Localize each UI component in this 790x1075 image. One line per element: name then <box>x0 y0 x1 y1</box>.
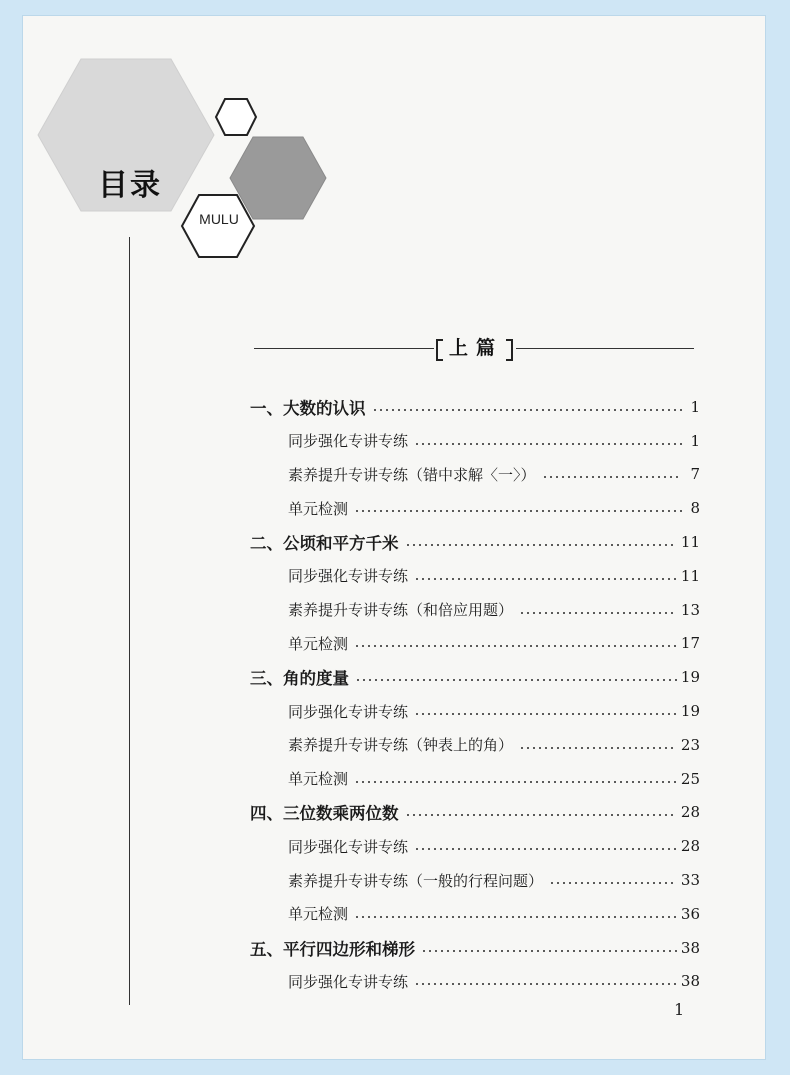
toc-entry-title: 素养提升专讲专练（一般的行程问题） <box>288 871 544 890</box>
toc-page-number: 19 <box>680 702 700 721</box>
toc-entry-row[interactable] <box>250 728 700 762</box>
small-hexagon-outline <box>214 97 258 137</box>
toc-entry-row[interactable] <box>250 965 700 999</box>
vertical-divider <box>129 237 130 1005</box>
toc-chapter-row[interactable] <box>250 660 700 694</box>
toc-entry-title: 单元检测 <box>288 905 349 924</box>
toc-chapter-row[interactable] <box>250 796 700 830</box>
table-of-contents <box>250 390 700 998</box>
dot-leader <box>405 814 677 816</box>
toc-chapter-row[interactable] <box>250 931 700 965</box>
dot-leader <box>354 916 677 918</box>
toc-page-number: 8 <box>690 499 700 518</box>
page-number: 1 <box>674 1000 685 1019</box>
toc-page-number: 7 <box>690 465 700 484</box>
dot-leader <box>519 612 677 614</box>
section-heading <box>254 333 694 363</box>
toc-entry-row[interactable] <box>250 863 700 897</box>
toc-page-number: 13 <box>680 600 700 619</box>
dot-leader <box>354 645 677 647</box>
toc-entry-row[interactable] <box>250 762 700 796</box>
toc-page-number: 38 <box>680 972 700 991</box>
toc-entry-title: 素养提升专讲专练（错中求解〈一〉） <box>288 465 536 484</box>
page-subtitle: MULU <box>199 211 239 227</box>
toc-page-number: 36 <box>680 904 700 923</box>
toc-page-number: 25 <box>680 769 700 788</box>
toc-entry-title: 二、公顷和平方千米 <box>250 534 399 554</box>
toc-entry-row[interactable] <box>250 627 700 661</box>
toc-entry-title: 单元检测 <box>288 499 349 518</box>
toc-entry-row[interactable] <box>250 458 700 492</box>
toc-page-number: 28 <box>680 837 700 856</box>
dot-leader <box>549 882 677 884</box>
toc-entry-row[interactable] <box>250 593 700 627</box>
toc-page-number: 17 <box>680 634 700 653</box>
dot-leader <box>414 983 677 985</box>
toc-entry-title: 三、角的度量 <box>250 669 349 689</box>
toc-entry-row[interactable] <box>250 424 700 458</box>
toc-page-number: 33 <box>680 871 700 890</box>
dot-leader <box>414 713 677 715</box>
toc-page-number: 19 <box>680 668 700 687</box>
section-bracket-right <box>506 339 513 361</box>
toc-page-number: 23 <box>680 735 700 754</box>
toc-page-number: 38 <box>680 938 700 957</box>
toc-entry-title: 同步强化专讲专练 <box>288 702 409 721</box>
page-title: 目录 <box>98 168 162 203</box>
toc-entry-row[interactable] <box>250 829 700 863</box>
dot-leader <box>405 544 677 546</box>
toc-page-number: 28 <box>680 803 700 822</box>
dot-leader <box>354 781 677 783</box>
toc-entry-title: 四、三位数乘两位数 <box>250 804 399 824</box>
toc-entry-row[interactable] <box>250 491 700 525</box>
dot-leader <box>414 443 682 445</box>
section-label: 上篇 <box>448 337 503 359</box>
section-rule-left <box>254 348 434 349</box>
toc-entry-title: 素养提升专讲专练（钟表上的角） <box>288 736 514 755</box>
toc-chapter-row[interactable] <box>250 390 700 424</box>
toc-entry-title: 单元检测 <box>288 770 349 789</box>
dot-leader <box>355 679 677 681</box>
dot-leader <box>542 476 682 478</box>
toc-entry-title: 素养提升专讲专练（和倍应用题） <box>288 601 514 620</box>
dot-leader <box>354 510 682 512</box>
toc-entry-title: 一、大数的认识 <box>250 398 366 418</box>
toc-entry-row[interactable] <box>250 694 700 728</box>
section-rule-right <box>516 348 694 349</box>
toc-entry-title: 同步强化专讲专练 <box>288 837 409 856</box>
toc-entry-title: 同步强化专讲专练 <box>288 567 409 586</box>
toc-page-number: 1 <box>690 397 700 416</box>
toc-entry-title: 单元检测 <box>288 634 349 653</box>
toc-page-number: 11 <box>680 533 700 552</box>
dot-leader <box>414 848 677 850</box>
dot-leader <box>372 409 683 411</box>
toc-page-number: 11 <box>680 566 700 585</box>
toc-entry-title: 五、平行四边形和梯形 <box>250 939 415 959</box>
toc-entry-row[interactable] <box>250 897 700 931</box>
dot-leader <box>421 950 677 952</box>
toc-chapter-row[interactable] <box>250 525 700 559</box>
book-page <box>22 15 766 1060</box>
toc-page-number: 1 <box>690 431 700 450</box>
dot-leader <box>414 578 677 580</box>
dot-leader <box>519 747 677 749</box>
toc-entry-title: 同步强化专讲专练 <box>288 972 409 991</box>
toc-entry-title: 同步强化专讲专练 <box>288 432 409 451</box>
toc-entry-row[interactable] <box>250 559 700 593</box>
